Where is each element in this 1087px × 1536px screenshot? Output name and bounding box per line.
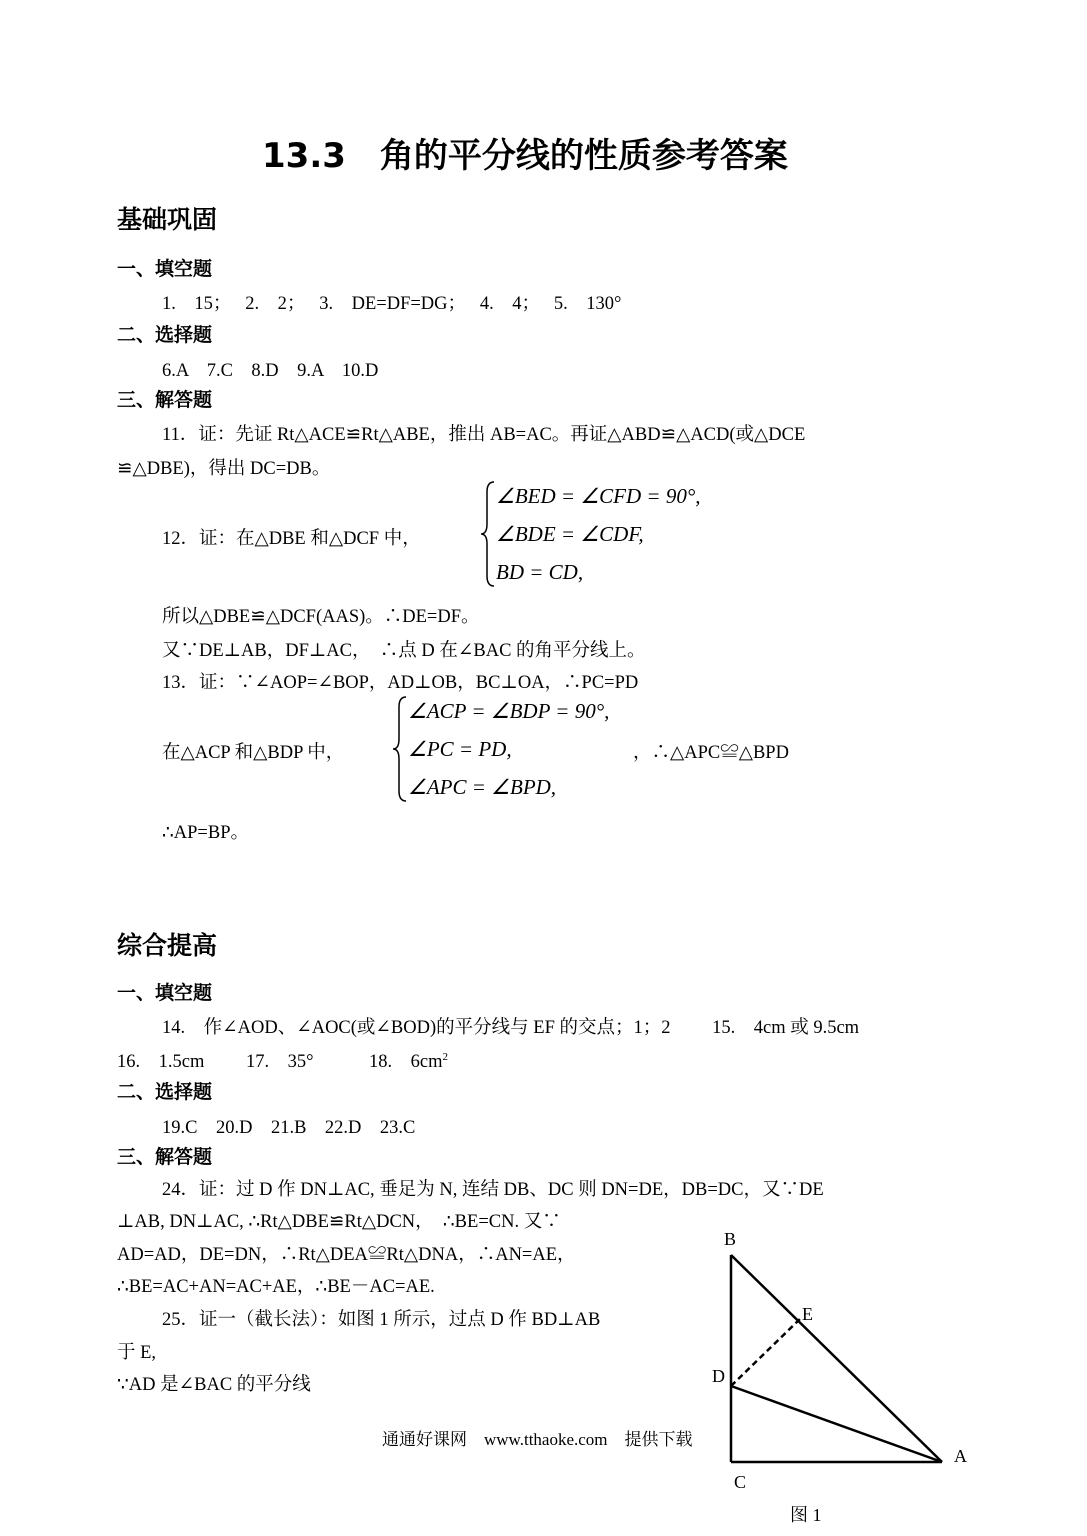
page-title: 13.3 角的平分线的性质参考答案 (262, 136, 788, 176)
q13-equation-1: ∠ACP = ∠BDP = 90°, (408, 699, 610, 723)
q24-line3: AD=AD，DE=DN，∴Rt△DEA≌Rt△DNA，∴AN=AE， (117, 1245, 576, 1265)
q13-conclusion: ，∴△APC≌△BPD (633, 743, 789, 763)
figure-label-E: E (802, 1304, 813, 1324)
q25-line1: 25．证一（截长法）：如图 1 所示，过点 D 作 BD⊥AB (162, 1310, 601, 1330)
q12-line5: 又∵DE⊥AB，DF⊥AC， ∴点 D 在∠BAC 的角平分线上。 (162, 641, 646, 661)
q24-line2: ⊥AB, DN⊥AC, ∴Rt△DBE≌Rt△DCN， ∴BE=CN. 又∵ (117, 1212, 561, 1232)
q24-line1: 24．证：过 D 作 DN⊥AC, 垂足为 N, 连结 DB、DC 则 DN=DE，DB=DC，又∵DE (162, 1180, 824, 1200)
q24-line4: ∴BE=AC+AN=AC+AE，∴BE－AC=AE. (117, 1277, 435, 1297)
q25-line3: ∵AD 是∠BAC 的平分线 (117, 1375, 311, 1395)
q12-brace (478, 478, 498, 590)
fill-blank-answers: 1. 15； 2. 2； 3. DE=DF=DG； 4. 4； 5. 130° (162, 294, 622, 314)
fill-blank-label: 一、填空题 (117, 258, 213, 280)
segment-DA (731, 1386, 942, 1462)
q12-equation-1: ∠BED = ∠CFD = 90°, (496, 484, 701, 508)
figure-label-B: B (724, 1229, 737, 1249)
section-heading-basic: 基础巩固 (117, 205, 218, 234)
choice-answers: 6.A 7.C 8.D 9.A 10.D (162, 361, 379, 381)
figure-label-A: A (954, 1446, 967, 1466)
q13-equation-3: ∠APC = ∠BPD, (408, 775, 557, 799)
q12-equation-2: ∠BDE = ∠CDF, (496, 522, 644, 546)
q13-line1: 13．证：∵∠AOP=∠BOP，AD⊥OB，BC⊥OA，∴PC=PD (162, 673, 639, 693)
segment-DE-dashed (731, 1318, 801, 1386)
figure-label-D: D (712, 1366, 725, 1386)
q13-equation-2: ∠PC = PD, (408, 737, 512, 761)
answer-label: 三、解答题 (117, 389, 213, 411)
q12-line4: 所以△DBE≌△DCF(AAS)。∴DE=DF。 (162, 607, 480, 627)
q13-intro: 在△ACP 和△BDP 中， (162, 743, 345, 763)
q11-line2: ≌△DBE)，得出 DC=DB。 (117, 459, 331, 479)
q12-equation-3: BD = CD, (496, 560, 584, 584)
fill-blank-label-2: 一、填空题 (117, 982, 213, 1004)
footer-credit: 通通好课网 www.tthaoke.com 提供下载 (382, 1430, 693, 1449)
q25-line2: 于 E, (117, 1343, 157, 1363)
q16-18-answers: 16. 1.5cm 17. 35° 18. $6cm^2$ (117, 1050, 448, 1072)
q12-intro: 12．证：在△DBE 和△DCF 中， (162, 529, 421, 549)
segment-BA (731, 1255, 942, 1462)
section-heading-advanced: 综合提高 (117, 931, 218, 960)
choice-label-2: 二、选择题 (117, 1081, 213, 1103)
choice-label: 二、选择题 (117, 324, 213, 346)
answer-label-2: 三、解答题 (117, 1146, 213, 1168)
figure-caption: 图 1 (790, 1505, 822, 1525)
figure-label-C: C (734, 1472, 747, 1492)
choice-answers-2: 19.C 20.D 21.B 22.D 23.C (162, 1118, 416, 1138)
q13-brace (390, 693, 410, 805)
q14-15-answers: 14. 作∠AOD、∠AOC(或∠BOD)的平分线与 EF 的交点；1；2 15. 4cm 或 9.5cm (162, 1018, 860, 1038)
q13-last: ∴AP=BP。 (162, 823, 249, 843)
q11-line1: 11．证：先证 Rt△ACE≌Rt△ABE，推出 AB=AC。再证△ABD≌△ACD(或△DCE (162, 425, 806, 445)
